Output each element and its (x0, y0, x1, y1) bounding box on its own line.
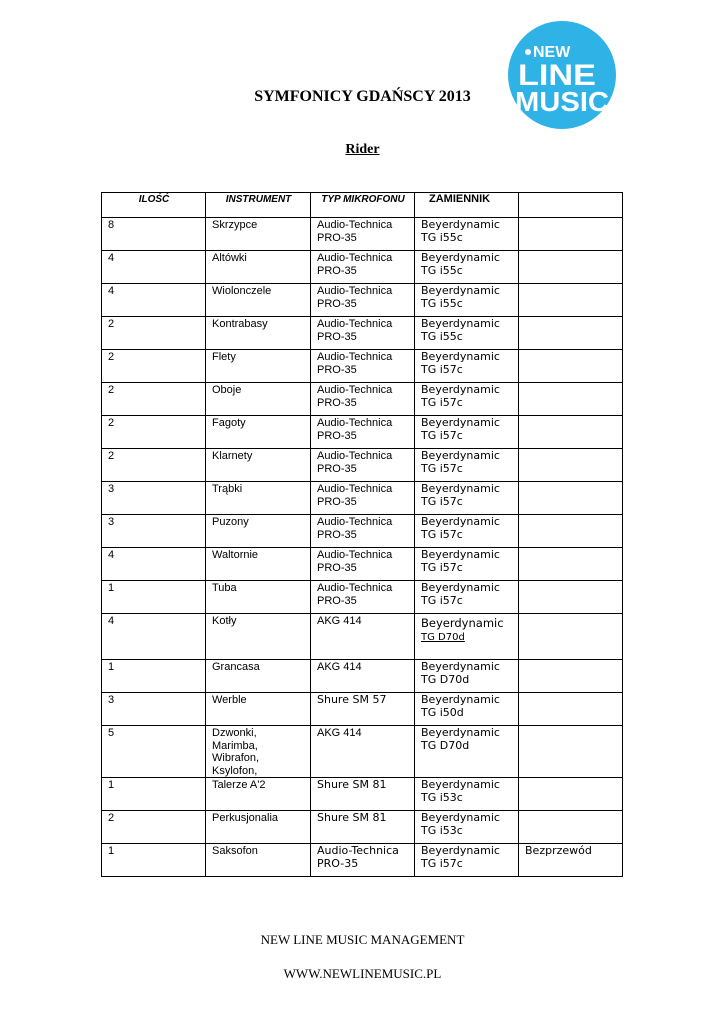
cell-notes (519, 284, 623, 317)
table-row (102, 416, 623, 449)
table-row (102, 482, 623, 515)
cell-notes (519, 515, 623, 548)
cell-notes (519, 218, 623, 251)
cell-mic-type: Audio-Technica PRO-35 (311, 581, 415, 614)
cell-alternative (415, 449, 519, 482)
cell-mic-type: Audio-Technica PRO-35 (311, 844, 415, 877)
alternative-model: TG i55c (421, 230, 463, 244)
alternative-brand: Beyerdynamic (421, 383, 500, 396)
table-row (102, 581, 623, 614)
table-row (102, 515, 623, 548)
cell-qty: 3 (102, 515, 206, 548)
cell-notes (519, 383, 623, 416)
cell-alternative (415, 614, 519, 660)
document-subtitle: Rider (345, 142, 380, 157)
table-row (102, 218, 623, 251)
cell-qty: 5 (102, 726, 206, 778)
alternative-model: TG i57c (421, 428, 463, 442)
alternative-brand: Beyerdynamic (421, 416, 500, 429)
cell-alternative (415, 383, 519, 416)
rider-table (101, 192, 623, 877)
cell-mic-type: Audio-Technica PRO-35 (311, 251, 415, 284)
alternative-model: TG i57c (421, 395, 463, 409)
cell-mic-type: AKG 414 (311, 660, 415, 693)
alternative-brand: Beyerdynamic (421, 548, 500, 561)
alternative-brand: Beyerdynamic (421, 218, 500, 231)
table-row (102, 449, 623, 482)
cell-qty: 1 (102, 844, 206, 877)
logo-graphic (508, 21, 616, 129)
cell-qty: 4 (102, 284, 206, 317)
cell-instrument: Trąbki (206, 482, 311, 515)
alternative-brand: Beyerdynamic (421, 811, 500, 824)
table-row (102, 660, 623, 693)
alternative-model: TG i55c (421, 263, 463, 277)
alternative-brand: Beyerdynamic (421, 284, 500, 297)
cell-instrument: Fagoty (206, 416, 311, 449)
cell-qty: 2 (102, 350, 206, 383)
cell-mic-type: Audio-Technica PRO-35 (311, 317, 415, 350)
alternative-model: TG D70d (421, 632, 465, 643)
alternative-brand: Beyerdynamic (421, 616, 504, 630)
cell-instrument: Waltornie (206, 548, 311, 581)
column-header-mic-type: TYP MIKROFONU (311, 193, 415, 218)
cell-qty: 2 (102, 317, 206, 350)
column-header-instrument: INSTRUMENT (206, 193, 311, 218)
cell-notes (519, 778, 623, 811)
cell-notes (519, 548, 623, 581)
column-header-alternative: ZAMIENNIK (415, 193, 519, 218)
cell-qty: 1 (102, 581, 206, 614)
alternative-model: TG i57c (421, 494, 463, 508)
cell-instrument: Kontrabasy (206, 317, 311, 350)
cell-alternative (415, 844, 519, 877)
table-row (102, 317, 623, 350)
cell-notes (519, 482, 623, 515)
cell-instrument: Oboje (206, 383, 311, 416)
cell-alternative (415, 548, 519, 581)
cell-instrument: Puzony (206, 515, 311, 548)
cell-notes (519, 416, 623, 449)
alternative-model: TG i57c (421, 527, 463, 541)
cell-instrument: Werble (206, 693, 311, 726)
table-row (102, 548, 623, 581)
alternative-model: TG i50d (421, 705, 464, 719)
alternative-model: TG i57c (421, 560, 463, 574)
cell-alternative (415, 660, 519, 693)
cell-alternative (415, 726, 519, 778)
alternative-brand: Beyerdynamic (421, 660, 500, 673)
cell-notes (519, 693, 623, 726)
cell-instrument: Kotły (206, 614, 311, 660)
cell-mic-type: Shure SM 81 (311, 811, 415, 844)
cell-qty: 4 (102, 251, 206, 284)
cell-notes (519, 449, 623, 482)
cell-instrument: Saksofon (206, 844, 311, 877)
alternative-model: TG i57c (421, 461, 463, 475)
cell-mic-type: Audio-Technica PRO-35 (311, 548, 415, 581)
alternative-brand: Beyerdynamic (421, 581, 500, 594)
cell-qty: 2 (102, 416, 206, 449)
logo-word-music: MUSIC (515, 86, 609, 117)
alternative-model: TG i53c (421, 823, 463, 837)
cell-notes (519, 317, 623, 350)
table-row (102, 844, 623, 877)
cell-instrument: Grancasa (206, 660, 311, 693)
table-row (102, 778, 623, 811)
cell-notes (519, 251, 623, 284)
alternative-model: TG i53c (421, 790, 463, 804)
alternative-model: TG i55c (421, 329, 463, 343)
cell-mic-type: Audio-Technica PRO-35 (311, 218, 415, 251)
cell-alternative (415, 581, 519, 614)
cell-mic-type: Shure SM 57 (311, 693, 415, 726)
cell-mic-type: AKG 414 (311, 614, 415, 660)
cell-alternative (415, 350, 519, 383)
cell-alternative (415, 317, 519, 350)
table-row (102, 284, 623, 317)
cell-mic-type: Audio-Technica PRO-35 (311, 449, 415, 482)
cell-notes (519, 660, 623, 693)
cell-alternative (415, 693, 519, 726)
cell-qty: 4 (102, 614, 206, 660)
logo-word-line: LINE (518, 59, 596, 92)
alternative-model: TG D70d (421, 672, 470, 686)
table-row (102, 614, 623, 660)
cell-mic-type: Audio-Technica PRO-35 (311, 350, 415, 383)
table-row (102, 811, 623, 844)
cell-alternative (415, 482, 519, 515)
cell-mic-type: AKG 414 (311, 726, 415, 778)
alternative-brand: Beyerdynamic (421, 844, 500, 857)
alternative-brand: Beyerdynamic (421, 449, 500, 462)
cell-notes (519, 581, 623, 614)
column-header-notes (519, 193, 623, 218)
cell-qty: 8 (102, 218, 206, 251)
cell-instrument: Klarnety (206, 449, 311, 482)
cell-alternative (415, 778, 519, 811)
alternative-model: TG i55c (421, 296, 463, 310)
alternative-brand: Beyerdynamic (421, 726, 500, 739)
cell-alternative (415, 284, 519, 317)
cell-alternative (415, 251, 519, 284)
footer-website: WWW.NEWLINEMUSIC.PL (283, 966, 442, 981)
cell-alternative (415, 416, 519, 449)
alternative-brand: Beyerdynamic (421, 515, 500, 528)
alternative-brand: Beyerdynamic (421, 482, 500, 495)
alternative-brand: Beyerdynamic (421, 251, 500, 264)
table-row (102, 693, 623, 726)
cell-qty: 3 (102, 693, 206, 726)
cell-mic-type: Audio-Technica PRO-35 (311, 383, 415, 416)
alternative-model: TG i57c (421, 856, 463, 870)
cell-mic-type: Audio-Technica PRO-35 (311, 482, 415, 515)
table-row (102, 726, 623, 778)
cell-instrument: Dzwonki, Marimba, Wibrafon, Ksylofon, (206, 726, 311, 778)
cell-mic-type: Audio-Technica PRO-35 (311, 284, 415, 317)
alternative-brand: Beyerdynamic (421, 778, 500, 791)
logo-word-new: NEW (533, 44, 571, 61)
cell-notes (519, 350, 623, 383)
cell-instrument: Talerze A'2 (206, 778, 311, 811)
cell-notes (519, 811, 623, 844)
table-row (102, 383, 623, 416)
cell-qty: 2 (102, 811, 206, 844)
cell-qty: 2 (102, 449, 206, 482)
alternative-brand: Beyerdynamic (421, 317, 500, 330)
alternative-model: TG i57c (421, 362, 463, 376)
table-row (102, 350, 623, 383)
new-line-music-logo (508, 21, 616, 129)
cell-instrument: Altówki (206, 251, 311, 284)
cell-qty: 1 (102, 778, 206, 811)
cell-qty: 4 (102, 548, 206, 581)
cell-mic-type: Audio-Technica PRO-35 (311, 515, 415, 548)
footer-company: NEW LINE MUSIC MANAGEMENT (260, 932, 465, 947)
cell-notes (519, 614, 623, 660)
cell-instrument: Perkusjonalia (206, 811, 311, 844)
cell-notes: Bezprzewód (519, 844, 623, 877)
alternative-model: TG i57c (421, 593, 463, 607)
cell-qty: 3 (102, 482, 206, 515)
cell-instrument: Flety (206, 350, 311, 383)
cell-alternative (415, 811, 519, 844)
alternative-brand: Beyerdynamic (421, 693, 500, 706)
cell-qty: 2 (102, 383, 206, 416)
cell-qty: 1 (102, 660, 206, 693)
cell-mic-type: Shure SM 81 (311, 778, 415, 811)
document-title: SYMFONICY GDAŃSCY 2013 (254, 88, 471, 105)
alternative-brand: Beyerdynamic (421, 350, 500, 363)
cell-instrument: Wiolonczele (206, 284, 311, 317)
cell-mic-type: Audio-Technica PRO-35 (311, 416, 415, 449)
cell-notes (519, 726, 623, 778)
table-row (102, 251, 623, 284)
cell-instrument: Skrzypce (206, 218, 311, 251)
cell-alternative (415, 218, 519, 251)
cell-alternative (415, 515, 519, 548)
column-header-qty: ILOŚĆ (102, 193, 206, 218)
table-header-row (102, 193, 623, 218)
alternative-model: TG D70d (421, 738, 470, 752)
cell-instrument: Tuba (206, 581, 311, 614)
